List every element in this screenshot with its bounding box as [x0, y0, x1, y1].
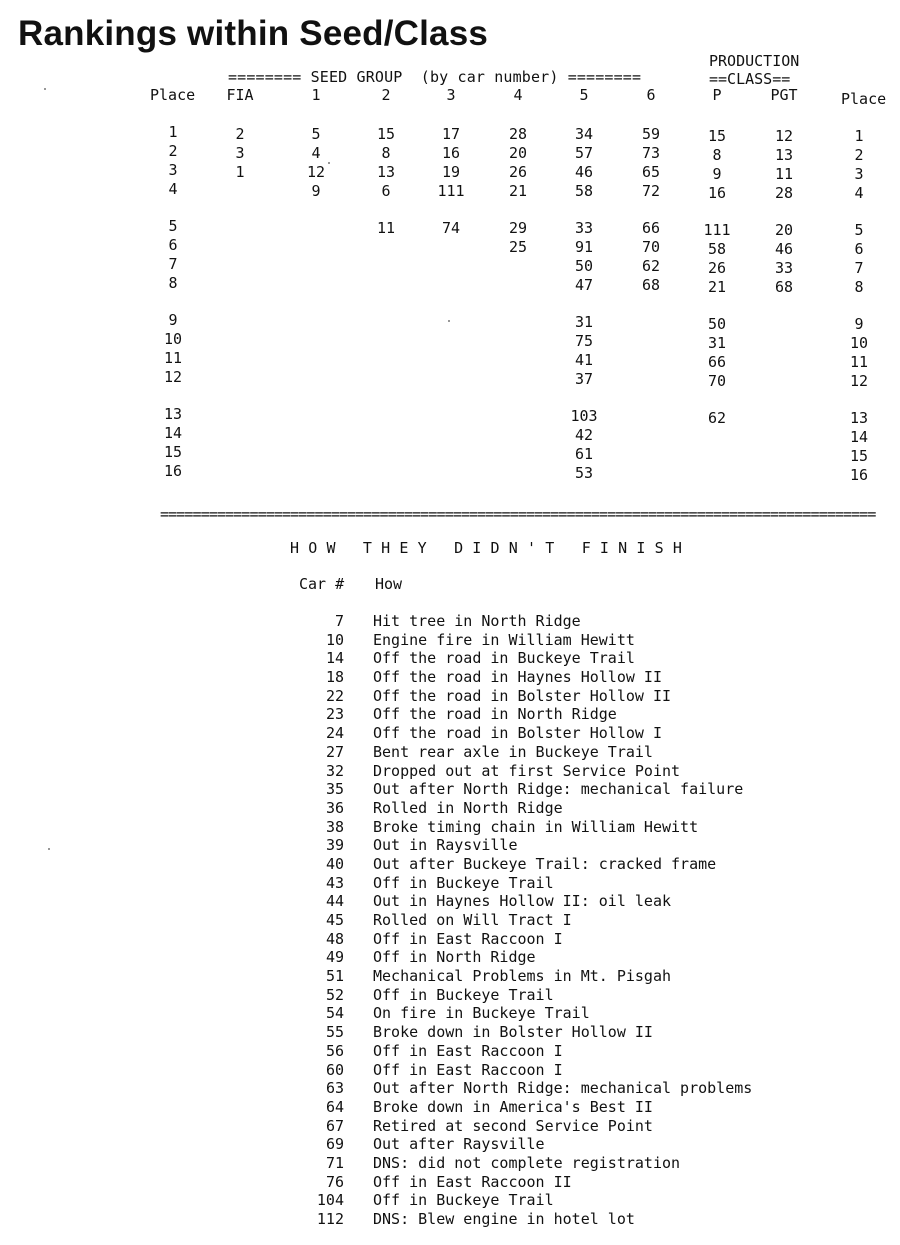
place-number-right: 1 — [854, 127, 864, 145]
dnf-reason: Off in East Raccoon II — [373, 1172, 572, 1191]
dnf-car-number: 69 — [325, 1135, 344, 1154]
place-number-left: 3 — [168, 161, 178, 179]
dnf-reason: Off the road in Haynes Hollow II — [373, 668, 662, 687]
place-header-left: Place — [150, 86, 196, 104]
table-cell: 9 — [712, 165, 722, 183]
dnf-car-number: 71 — [325, 1153, 344, 1172]
table-cell: 26 — [707, 259, 727, 277]
dnf-reason: Off in East Raccoon I — [373, 1060, 563, 1079]
dnf-reason: Off in North Ridge — [373, 948, 536, 967]
dnf-reason: DNS: did not complete registration — [373, 1153, 681, 1172]
column-header: PGT — [770, 86, 798, 104]
place-number-right: 15 — [849, 447, 869, 465]
scan-speck — [48, 848, 50, 850]
table-cell: 31 — [707, 334, 727, 352]
table-cell: 19 — [441, 163, 461, 181]
table-cell: 8 — [381, 144, 391, 162]
table-cell: 12 — [306, 163, 326, 181]
production-header: PRODUCTION — [709, 52, 800, 70]
table-cell: 53 — [574, 464, 594, 482]
dnf-reason: Out after Raysville — [373, 1135, 545, 1154]
dnf-reason: Dropped out at first Service Point — [373, 761, 681, 780]
dnf-car-number: 14 — [325, 649, 344, 668]
table-cell: 33 — [774, 259, 794, 277]
table-cell: 37 — [574, 370, 594, 388]
place-number-right: 5 — [854, 221, 864, 239]
place-number-left: 15 — [163, 443, 183, 461]
place-number-left: 14 — [163, 424, 183, 442]
dnf-car-number: 63 — [325, 1079, 344, 1098]
table-cell: 11 — [774, 165, 794, 183]
dnf-reason: Off the road in North Ridge — [373, 705, 617, 724]
table-cell: 13 — [376, 163, 396, 181]
place-number-left: 7 — [168, 255, 178, 273]
dnf-reason: Hit tree in North Ridge — [373, 612, 581, 630]
table-cell: 70 — [707, 372, 727, 390]
dnf-reason: Out after North Ridge: mechanical failure — [373, 780, 744, 799]
column-header: 1 — [311, 86, 321, 104]
place-number-left: 8 — [168, 274, 178, 292]
table-cell: 50 — [707, 315, 727, 333]
place-number-right: 7 — [854, 259, 864, 277]
table-cell: 2 — [235, 125, 245, 143]
table-cell: 41 — [574, 351, 594, 369]
dnf-car-number: 60 — [325, 1060, 344, 1079]
dnf-car-number: 52 — [325, 985, 344, 1004]
table-cell: 8 — [712, 146, 722, 164]
table-cell: 15 — [376, 125, 396, 143]
dnf-reason: Bent rear axle in Buckeye Trail — [373, 742, 653, 761]
place-number-right: 4 — [854, 184, 864, 202]
table-cell: 29 — [508, 219, 528, 237]
dnf-col-car: Car # — [299, 575, 345, 593]
table-cell: 5 — [311, 125, 321, 143]
table-cell: 33 — [574, 219, 594, 237]
dnf-car-number: 39 — [325, 836, 344, 855]
table-cell: 20 — [774, 221, 794, 239]
table-cell: 74 — [441, 219, 461, 237]
place-number-right: 13 — [849, 409, 869, 427]
column-header: 6 — [646, 86, 656, 104]
table-cell: 66 — [641, 219, 661, 237]
scan-speck — [44, 88, 46, 90]
dnf-car-number: 22 — [325, 686, 344, 705]
table-cell: 6 — [381, 182, 391, 200]
dnf-car-number: 40 — [325, 854, 344, 873]
table-cell: 73 — [641, 144, 661, 162]
dnf-car-number: 44 — [325, 892, 344, 911]
dnf-car-number: 56 — [325, 1041, 344, 1060]
dnf-car-number: 55 — [325, 1023, 344, 1042]
place-number-left: 11 — [163, 349, 183, 367]
place-number-left: 1 — [168, 123, 178, 141]
dnf-reason: Broke down in America's Best II — [373, 1097, 653, 1116]
table-cell: 42 — [574, 426, 594, 444]
dnf-car-number: 48 — [325, 929, 344, 948]
dnf-car-number: 54 — [325, 1004, 344, 1023]
column-header: FIA — [226, 86, 254, 104]
page-title: Rankings within Seed/Class — [18, 14, 489, 53]
dnf-reason: Off in East Raccoon I — [373, 1041, 563, 1060]
table-cell: 15 — [707, 127, 727, 145]
dnf-reason: Off the road in Bolster Hollow I — [373, 724, 662, 743]
place-number-right: 6 — [854, 240, 864, 258]
table-cell: 50 — [574, 257, 594, 275]
column-header: 5 — [579, 86, 589, 104]
column-header: 3 — [446, 86, 456, 104]
dnf-col-how: How — [375, 575, 403, 593]
table-cell: 72 — [641, 182, 661, 200]
dnf-car-number: 43 — [325, 873, 344, 892]
dnf-reason: Broke down in Bolster Hollow II — [373, 1023, 653, 1042]
dnf-car-number: 10 — [325, 630, 344, 649]
table-cell: 91 — [574, 238, 594, 256]
place-number-left: 5 — [168, 217, 178, 235]
place-number-left: 13 — [163, 405, 183, 423]
separator-line: ======================================================================================== — [160, 505, 876, 523]
place-number-left: 9 — [168, 311, 178, 329]
dnf-car-number: 32 — [325, 761, 344, 780]
column-header: P — [712, 86, 722, 104]
column-header: 2 — [381, 86, 391, 104]
dnf-reason: Out in Haynes Hollow II: oil leak — [373, 892, 672, 911]
table-cell: 61 — [574, 445, 594, 463]
dnf-reason: DNS: Blew engine in hotel lot — [373, 1210, 635, 1228]
dnf-reason: Off in East Raccoon I — [373, 929, 563, 948]
table-cell: 11 — [376, 219, 396, 237]
table-cell: 47 — [574, 276, 594, 294]
dnf-car-number: 23 — [325, 705, 344, 724]
place-number-right: 8 — [854, 278, 864, 296]
place-number-right: 2 — [854, 146, 864, 164]
table-cell: 65 — [641, 163, 661, 181]
table-cell: 16 — [441, 144, 461, 162]
dnf-car-number: 36 — [325, 798, 344, 817]
table-cell: 58 — [574, 182, 594, 200]
dnf-reason: Off the road in Bolster Hollow II — [373, 686, 672, 705]
place-number-left: 2 — [168, 142, 178, 160]
scan-speck — [448, 320, 450, 322]
place-number-right: 14 — [849, 428, 869, 446]
table-cell: 21 — [508, 182, 528, 200]
table-cell: 28 — [774, 184, 794, 202]
table-cell: 26 — [508, 163, 528, 181]
dnf-car-number: 24 — [325, 724, 344, 743]
dnf-reason: Off in Buckeye Trail — [373, 1191, 554, 1210]
table-cell: 70 — [641, 238, 661, 256]
table-cell: 31 — [574, 313, 594, 331]
place-number-left: 4 — [168, 180, 178, 198]
place-header-right: Place — [841, 90, 887, 108]
place-number-right: 11 — [849, 353, 869, 371]
dnf-reason: Off in Buckeye Trail — [373, 985, 554, 1004]
dnf-reason: Retired at second Service Point — [373, 1116, 653, 1135]
dnf-reason: Out in Raysville — [373, 836, 518, 855]
dnf-car-number: 38 — [325, 817, 344, 836]
place-number-right: 9 — [854, 315, 864, 333]
table-cell: 1 — [235, 163, 245, 181]
place-number-right: 3 — [854, 165, 864, 183]
table-cell: 59 — [641, 125, 661, 143]
table-cell: 28 — [508, 125, 528, 143]
dnf-reason: Rolled on Will Tract I — [373, 911, 572, 929]
place-number-left: 16 — [163, 462, 183, 480]
dnf-car-number: 18 — [325, 668, 344, 687]
seed-group-header: ======== SEED GROUP (by car number) ======== — [228, 68, 642, 86]
dnf-reason: Rolled in North Ridge — [373, 798, 563, 817]
place-number-left: 10 — [163, 330, 183, 348]
dnf-reason: Broke timing chain in William Hewitt — [373, 817, 699, 836]
table-cell: 25 — [508, 238, 528, 256]
scan-speck — [328, 162, 330, 164]
dnf-car-number: 7 — [334, 612, 344, 630]
table-cell: 46 — [574, 163, 594, 181]
dnf-reason: Off in Buckeye Trail — [373, 873, 554, 892]
table-cell: 21 — [707, 278, 727, 296]
dnf-car-number: 112 — [316, 1210, 344, 1228]
dnf-reason: On fire in Buckeye Trail — [373, 1004, 590, 1023]
table-cell: 75 — [574, 332, 594, 350]
table-cell: 34 — [574, 125, 594, 143]
dnf-reason: Out after Buckeye Trail: cracked frame — [373, 854, 717, 873]
table-cell: 58 — [707, 240, 727, 258]
table-cell: 16 — [707, 184, 727, 202]
table-cell: 9 — [311, 182, 321, 200]
table-cell: 111 — [703, 221, 731, 239]
dnf-car-number: 64 — [325, 1097, 344, 1116]
dnf-car-number: 35 — [325, 780, 344, 799]
table-cell: 12 — [774, 127, 794, 145]
dnf-reason: Mechanical Problems in Mt. Pisgah — [373, 967, 672, 986]
place-number-left: 6 — [168, 236, 178, 254]
dnf-car-number: 45 — [325, 911, 344, 929]
dnf-car-number: 27 — [325, 742, 344, 761]
table-cell: 13 — [774, 146, 794, 164]
place-number-right: 10 — [849, 334, 869, 352]
dnf-car-number: 104 — [316, 1191, 344, 1210]
dnf-title: HOW THEY DIDN'T FINISH — [290, 539, 692, 557]
table-cell: 17 — [441, 125, 461, 143]
table-cell: 3 — [235, 144, 245, 162]
table-cell: 57 — [574, 144, 594, 162]
table-cell: 103 — [570, 407, 598, 425]
table-cell: 68 — [774, 278, 794, 296]
table-cell: 66 — [707, 353, 727, 371]
dnf-car-number: 51 — [325, 967, 344, 986]
dnf-car-number: 67 — [325, 1116, 344, 1135]
place-number-right: 12 — [849, 372, 869, 390]
table-cell: 62 — [641, 257, 661, 275]
column-header: 4 — [513, 86, 523, 104]
table-cell: 4 — [311, 144, 321, 162]
dnf-reason: Off the road in Buckeye Trail — [373, 649, 635, 668]
place-number-left: 12 — [163, 368, 183, 386]
table-cell: 46 — [774, 240, 794, 258]
class-header: ==CLASS== — [709, 70, 791, 88]
dnf-reason: Out after North Ridge: mechanical problems — [373, 1079, 753, 1098]
dnf-reason: Engine fire in William Hewitt — [373, 630, 635, 649]
place-number-right: 16 — [849, 466, 869, 484]
table-cell: 111 — [437, 182, 465, 200]
dnf-car-number: 49 — [325, 948, 344, 967]
table-cell: 20 — [508, 144, 528, 162]
table-cell: 62 — [707, 409, 727, 427]
table-cell: 68 — [641, 276, 661, 294]
dnf-car-number: 76 — [325, 1172, 344, 1191]
